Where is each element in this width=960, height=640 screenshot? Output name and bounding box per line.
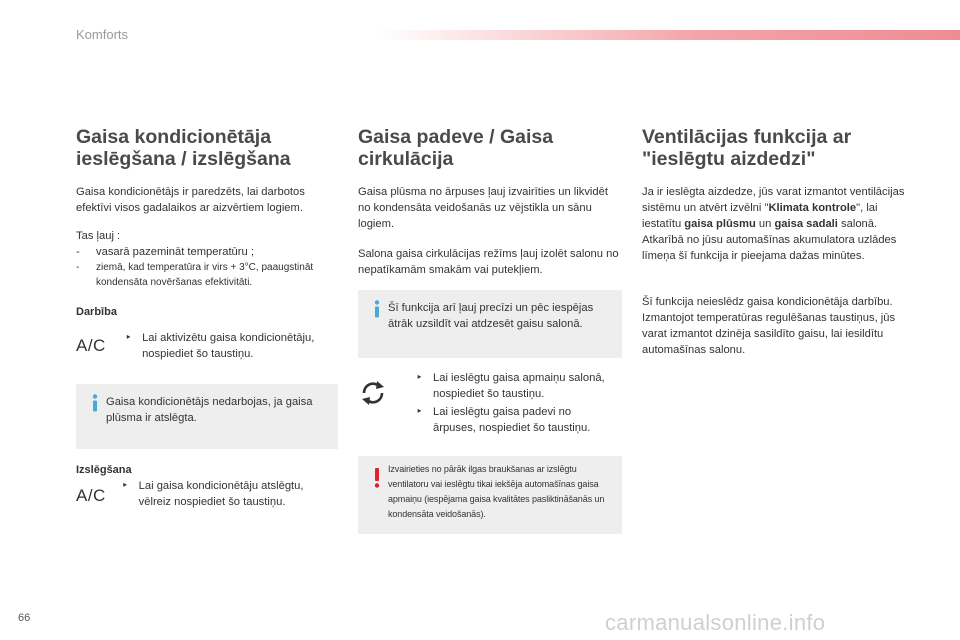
warning-box [358,456,622,534]
recirc-steps [416,370,606,438]
recirculation-icon [358,370,416,413]
text-span: salonā. [837,218,878,230]
ignition-para3: Izmantojot temperatūras regulēšanas taustiņus, jūs varat izmantot dzinēja sasildīto gaisu, lai iesildītu automašīnas salonu. [642,312,896,356]
air-intake-para1: Gaisa plūsma no ārpuses ļauj izvairīties un likvidēt no kondensāta veidošanās uz vējstikla un sānu logiem. [358,186,608,230]
text-span: ", lai iestatītu [642,202,878,230]
section-title: Komforts [76,27,129,42]
heading-air-intake: Gaisa padeve / Gaisa cirkulācija [358,126,554,170]
list-item: - ziemā, kad temperatūra ir virs + 3°C, paaugstināt kondensāta novēršanas efektivitāti. [76,260,338,290]
column-air-intake [358,126,622,534]
text-span: un [755,218,775,230]
info-icon [366,300,388,318]
watermark: carmanualsonline.info [605,610,826,635]
column-ignition-ventilation [642,126,912,370]
activate-steps [125,330,338,364]
air-intake-para2: Salona gaisa cirkulācijas režīms ļauj izolēt salonu no nepatīkamām smakām vai putekļiem. [358,248,619,276]
header-accent-bar [378,30,960,40]
air-info-box [358,290,622,358]
deactivate-steps [122,478,338,512]
text-span: Ja ir ieslēgta aizdedze, jūs varat izmantot ventilācijas sistēmu un atvērt izvēlni " [642,186,905,214]
ac-info-box [76,384,338,449]
list-item: ‣ Lai aktivizētu gaisa kondicionētāju, nospiediet šo taustiņu. [125,330,338,362]
ac-info-text: Gaisa kondicionētājs nedarbojas, ja gaisa plūsma ir atslēgta. [106,396,313,424]
air-distribution-term: gaisa sadali [774,218,838,230]
heading-ac-on-off: Gaisa kondicionētāja ieslēgšana / izslēgšana [76,126,291,170]
column-ac-on-off [76,126,338,512]
air-info-text: Šī funkcija arī ļauj precīzi un pēc iespējas ātrāk uzsildīt vai atdzesēt gaisu salonā. [388,302,594,330]
page-number: 66 [18,612,31,624]
list-item: ‣ Lai gaisa kondicionētāju atslēgtu, vēlreiz nospiediet šo taustiņu. [122,478,338,510]
ac-intro: Gaisa kondicionētājs ir paredzēts, lai darbotos efektīvi visos gadalaikos ar aizvērtiem logiem. [76,186,305,214]
info-icon [84,394,106,412]
ignition-para1 [642,184,912,232]
allows-label: Tas ļauj : [76,230,121,242]
recirc-row [358,370,622,438]
ac-on-row [76,328,338,364]
ignition-para2: Šī funkcija neieslēdz gaisa kondicionētāja darbību. [642,296,893,308]
warning-text: Izvairieties no pārāk ilgas braukšanas ar izslēgtu ventilatoru vai ieslēgtu tikai iekšēja automašīnas gaisa apmaiņu (iespējama gaisa kvalitātes pasliktināšanās un kondensāta veidošanās). [388,464,605,519]
climate-control-menu: Klimata kontrole [768,202,857,214]
operation-heading: Darbība [76,306,117,318]
list-item: ‣ Lai ieslēgtu gaisa apmaiņu salonā, nospiediet šo taustiņu. [416,370,606,402]
list-item: - vasarā pazemināt temperatūru ; [76,244,338,260]
list-item: ‣ Lai ieslēgtu gaisa padevi no ārpuses, nospiediet šo taustiņu. [416,404,606,436]
ac-button-icon: A/C [76,336,106,355]
ac-off-row [76,478,338,512]
allows-list [76,244,338,290]
ignition-para1b: Atkarībā no jūsu automašīnas akumulatora uzlādes līmeņa šī funkcija ir pieejama dažas minūtes. [642,234,897,262]
ac-button-icon: A/C [76,486,106,505]
off-heading: Izslēgšana [76,464,132,476]
heading-ignition-ventilation: Ventilācijas funkcija ar "ieslēgtu aizdedzi" [642,126,852,170]
warning-icon [366,462,388,488]
air-flow-term: gaisa plūsmu [684,218,756,230]
